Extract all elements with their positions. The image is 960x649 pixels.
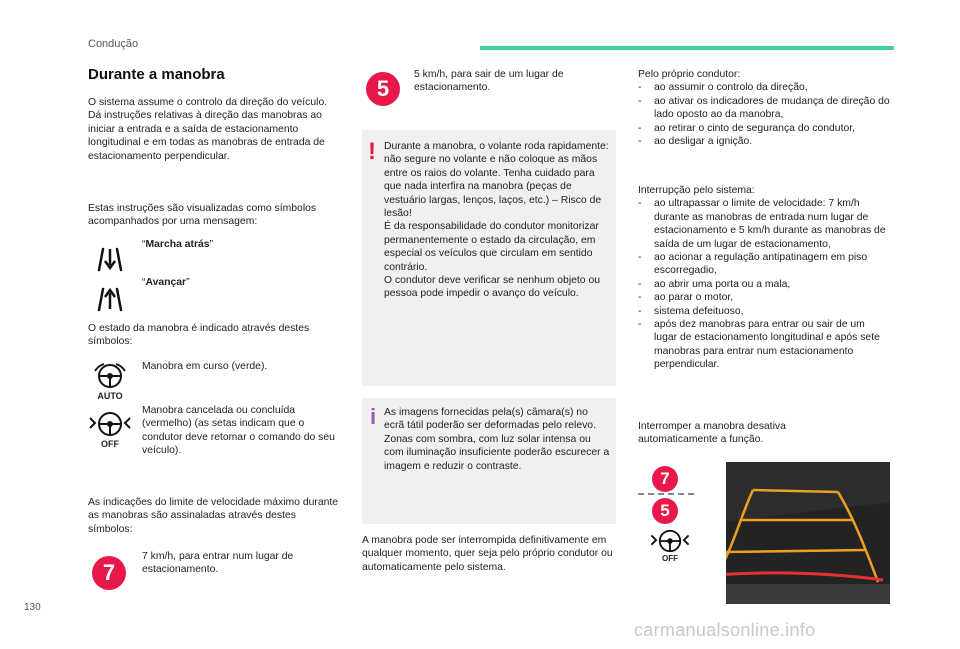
speed-5-text: 5 km/h, para sair de um lugar de estacionamento. <box>414 69 564 94</box>
symbols-intro: Estas instruções são visualizadas como símbolos acompanhados por uma mensagem: <box>88 203 317 228</box>
deactivate-paragraph: Interromper a manobra desativa automaticamente a função. <box>638 421 786 446</box>
maneuver-in-progress-text: Manobra em curso (verde). <box>142 361 268 372</box>
intro-paragraph: O sistema assume o controlo da direção do veículo. Dá instruções relativas à direção das manobras ao iniciar a entrada e a saída de estacionamento longitudinal e em todas as manobras de entrada de estacionamento perpendicular. <box>88 97 328 162</box>
speed-7-text: 7 km/h, para entrar num lugar de estacionamento. <box>142 551 294 576</box>
driver-item-3: ao retirar o cinto de segurança do condutor, <box>654 122 856 134</box>
info-icon: i <box>370 404 377 429</box>
warning-text-1: Durante a manobra, o volante roda rapidamente: não segure no volante e não coloque as mãos entre os raios do volante. Tenha cuidado para que nada interfira na manobra (peças de vestuário largas, lenços, laços, etc.) – Risco de lesão! <box>384 141 609 220</box>
parking-camera-view <box>638 462 890 604</box>
driver-item-2: ao ativar os indicadores de mudança de direção do lado oposto ao da manobra, <box>654 95 890 121</box>
system-item-3: ao abrir uma porta ou a mala, <box>654 278 791 290</box>
warning-box <box>362 130 616 386</box>
driver-item-1: ao assumir o controlo da direção, <box>654 82 808 94</box>
interrupt-paragraph: A manobra pode ser interrompida definitivamente em qualquer momento, quer seja pelo próprio condutor ou automaticamente pelo sistema. <box>362 535 613 573</box>
reverse-label: “Marcha atrás” <box>142 239 214 250</box>
reverse-arrow-icon <box>92 244 128 274</box>
system-interrupt-title: Interrupção pelo sistema: <box>638 185 755 196</box>
state-intro: O estado da manobra é indicado através destes símbolos: <box>88 323 310 348</box>
camera-speed-7-badge: 7 <box>652 466 678 492</box>
info-text-2: Zonas com sombra, com luz solar intensa ou com iluminação insuficiente poderão escurecer a imagem e reduzir o contraste. <box>384 433 610 472</box>
auto-label: AUTO <box>97 391 123 401</box>
steering-auto-icon <box>92 362 128 402</box>
warning-text-3: O condutor deve verificar se nenhum objeto ou pessoa pode impedir o avanço do veículo. <box>384 275 601 300</box>
driver-item-4: ao desligar a ignição. <box>654 136 753 148</box>
speed-limit-intro: As indicações do limite de velocidade máximo durante as manobras são assinaladas através destes símbolos: <box>88 497 339 535</box>
info-text-1: As imagens fornecidas pela(s) câmara(s) no ecrã tátil poderão ser deformadas pelo relevo. <box>384 407 596 432</box>
system-item-6: após dez manobras para entrar ou sair de um lugar de estacionamento longitudinal e após sete manobras para entrar num estacionamento perpendicular. <box>654 319 880 371</box>
section-accent-bar <box>480 46 894 50</box>
steering-off-icon <box>88 410 132 454</box>
section-title: Durante a manobra <box>88 66 225 83</box>
system-item-4: ao parar o motor, <box>654 292 734 304</box>
section-label: Condução <box>88 38 139 50</box>
info-box <box>362 398 616 524</box>
camera-steering-off-icon <box>648 528 692 568</box>
camera-off-label: OFF <box>662 554 678 563</box>
system-item-2: ao acionar a regulação antipatinagem em piso escorregadio, <box>654 252 868 277</box>
maneuver-cancelled-text: Manobra cancelada ou concluída (vermelho) (as setas indicam que o condutor deve retomar o comando do seu veículo). <box>142 405 335 457</box>
driver-interrupt-title: Pelo próprio condutor: <box>638 69 741 80</box>
warning-text-2: É da responsabilidade do condutor monitorizar permanentemente o estado da circulação, em especial os veículos que circulam em sentido contrário. <box>384 221 599 273</box>
forward-label: “Avançar” <box>142 277 190 288</box>
system-item-5: sistema defeituoso, <box>654 305 744 317</box>
speed-divider <box>638 493 694 495</box>
forward-arrow-icon <box>92 284 128 314</box>
off-label: OFF <box>101 439 119 449</box>
speed-7-badge: 7 <box>92 556 126 590</box>
camera-speed-5-badge: 5 <box>652 498 678 524</box>
warning-icon: ! <box>368 138 376 165</box>
page-number: 130 <box>24 602 41 613</box>
system-item-1: ao ultrapassar o limite de velocidade: 7 km/h durante as manobras de entrada num lugar de estacionamento e 5 km/h durante as manobras de saída de um lugar de estacionamento, <box>654 198 886 250</box>
watermark: carmanualsonline.info <box>634 620 816 640</box>
speed-5-badge: 5 <box>366 72 400 106</box>
